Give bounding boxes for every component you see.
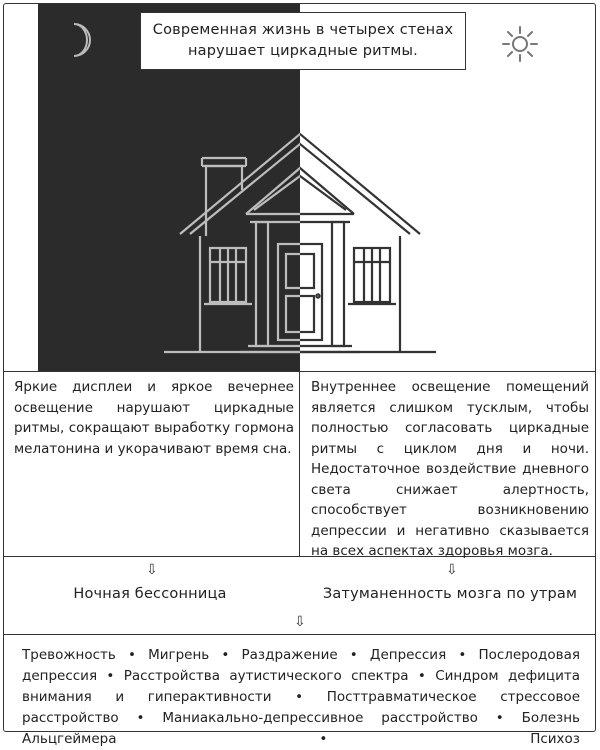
divider-bottom bbox=[4, 634, 596, 635]
house-icon bbox=[0, 0, 600, 372]
night-description: Яркие дисплеи и яркое вечернее освещение нарушают циркадные ритмы, сокращают выработку гормона мелатонина и укорачивают время сна. bbox=[14, 379, 294, 457]
result-brain-fog: Затуманенность мозга по утрам bbox=[322, 586, 578, 602]
arrow-down-icon: ⇩ bbox=[294, 614, 306, 630]
consequences-list: Тревожность • Мигрень • Раздражение • Депрессия • Послеродовая депрессия • Расстройства аутистического спектра • Синдром дефицита внимания и гиперактивности • Посттравматическое стрессовое расстройство • Маниакально-депрессивное расстройство • Болезнь Альцгеймера • Психоз bbox=[22, 647, 580, 747]
diagram-title: Современная жизнь в четырех стенах нарушает циркадные ритмы. bbox=[152, 22, 454, 59]
arrow-down-icon: ⇩ bbox=[446, 562, 458, 578]
divider-top bbox=[4, 371, 596, 372]
arrow-down-icon: ⇩ bbox=[146, 562, 158, 578]
divider-vertical bbox=[299, 371, 300, 557]
result-insomnia: Ночная бессонница bbox=[73, 586, 227, 602]
day-description: Внутреннее освещение помещений является слишком тусклым, чтобы полностью согласовать циркадные ритмы с циклом дня и ночи. Недостаточное воздействие дневного света снижает алертность, способствует возникновению депрессии и негативно сказывается на всех аспектах здоровья мозга. bbox=[311, 379, 589, 559]
